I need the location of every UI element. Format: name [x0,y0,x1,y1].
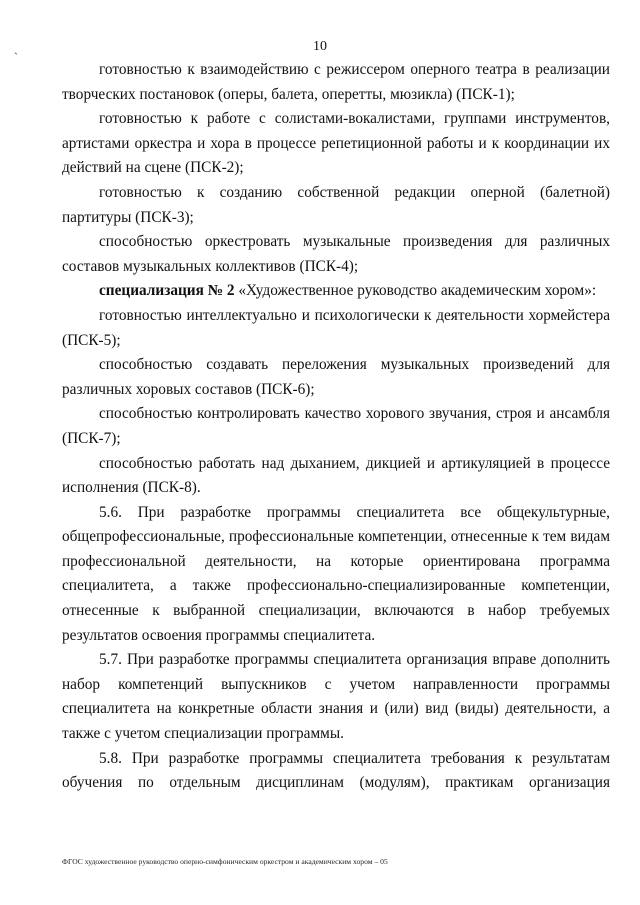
page-number: 10 [313,39,327,54]
paragraph-5-8: 5.8. При разработке программы специалитета требования к результатам обучения по отдельным дисциплинам (модулям), практикам организация [62,749,610,792]
paragraph-psk-3: готовностью к созданию собственной редакции оперной (балетной) партитуры (ПСК-3); [62,183,610,226]
paragraph-psk-6: способностью создавать переложения музыкальных произведений для различных хоровых составов (ПСК-6); [62,356,610,398]
specialization-title: «Художественное руководство академическим хором»: [234,282,597,300]
paragraph-psk-4: способностью оркестровать музыкальные произведения для различных составов музыкальных коллективов (ПСК-4); [62,233,610,275]
paragraph-psk-7: способностью контролировать качество хорового звучания, строя и ансамбля (ПСК-7); [62,405,610,447]
paragraph-psk-5: готовностью интеллектуально и психологически к деятельности хормейстера (ПСК-5); [62,306,610,349]
stray-mark: ` [14,50,18,64]
document-body [62,58,610,796]
specialization-label: специализация № 2 [99,282,235,300]
paragraph-psk-2: готовностью к работе с солистами-вокалистами, группами инструментов, артистами оркестра и хора в процессе репетиционной работы и к координации их действий на сцене (ПСК-2); [62,110,610,177]
paragraph-5-6: 5.6. При разработке программы специалитета все общекультурные, общепрофессиональные, профессиональные компетенции, отнесенные к тем видам профессиональной деятельности, на которые ориентирована программа специалитета, а также профессионально-специализированные компетенции, отнесенные к выбранной специализации, включаются в набор требуемых результатов освоения программы специалитета. [62,503,610,644]
paragraph-5-7: 5.7. При разработке программы специалитета организация вправе дополнить набор компетенций выпускников с учетом направленности программы специалитета на конкретные области знания и (или) вид (виды) деятельности, а также с учетом специализации программы. [62,651,610,743]
paragraph-psk-1: готовностью к взаимодействию с режиссером оперного театра в реализации творческих постановок (оперы, балета, оперетты, мюзикла) (ПСК-1); [62,61,610,103]
specialization-heading [62,279,610,304]
page-footer: ФГОС художественное руководство оперно-симфоническим оркестром и академическим хором – 05 [62,857,388,866]
paragraph-psk-8: способностью работать над дыханием, дикцией и артикуляцией в процессе исполнения (ПСК-8). [62,454,610,497]
